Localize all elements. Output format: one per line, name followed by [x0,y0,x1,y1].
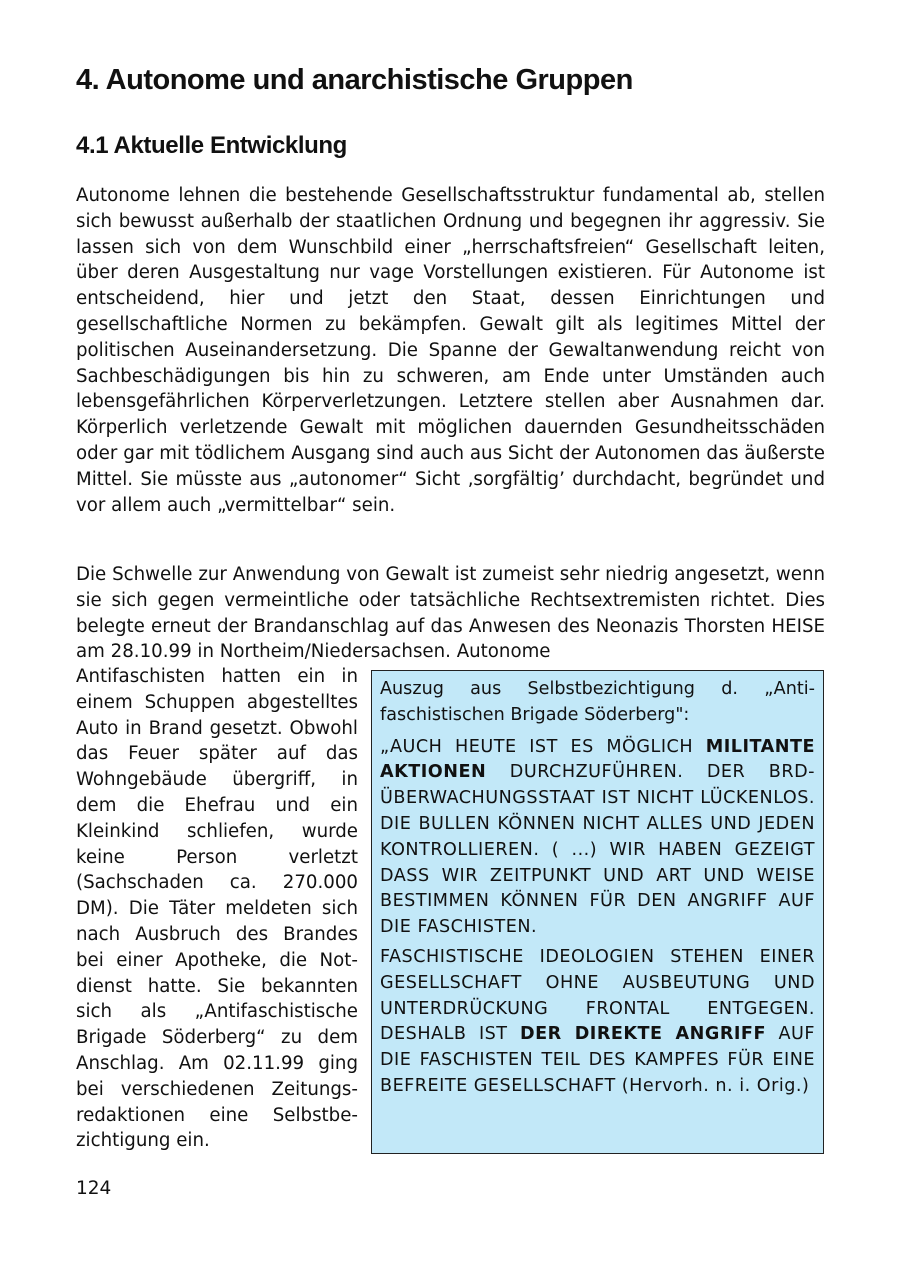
section-heading: 4.1 Aktuelle Entwicklung [76,132,347,159]
body-paragraph-2: Die Schwelle zur Anwendung von Gewalt ist zumeist sehr niedrig angesetzt, wenn sie sich gegen vermeintliche oder tatsächliche Rechtsextremisten richtet. Dies belegte erneut der Brandanschlag auf das Anwesen des Neonazis Thorsten HEISE am 28.10.99 in Northeim/Niedersachsen. Autonome [76,564,825,663]
page-number: 124 [76,1178,112,1199]
quote-paragraph-1 [380,735,815,941]
quote-emphasis: MILITANTE AKTIONEN [380,736,815,783]
quote-emphasis: DER DIREKTE ANGRIFF [520,1024,766,1045]
quote-paragraph-2 [380,945,815,1100]
body-paragraph-3-column: Antifaschisten hatten ein in einem Schuppen abgestelltes Auto in Brand gesetzt. Obwohl das Feuer später auf das Wohngebäude übergriff, in dem die Ehefrau und ein Kleinkind schliefen, wurde keine Person verletzt (Sachschaden ca. 270.000 DM). Die Täter meldeten sich nach Ausbruch des Brandes bei einer Apotheke, die Notdienst hatte. Sie bekannten sich als „Antifaschistische Brigade Söderberg“ zu dem Anschlag. Am 02.11.99 ging bei verschiedenen Zeitungsredaktionen eine Selbstbezichtigung ein. [76,666,358,1152]
quote-box [371,670,824,1154]
quote-text: AUF DIE FASCHISTEN TEIL DES KAMPFES FÜR EINE BEFREITE GESELLSCHAFT (Hervorh. n. i. Orig.) [380,1024,815,1096]
quote-box-intro: Auszug aus Selbstbezichtigung d. „Antifaschistischen Brigade Söderberg": [380,679,815,725]
quote-text: FASCHISTISCHE IDEOLOGIEN STEHEN EINER GESELLSCHAFT OHNE AUSBEUTUNG UND UNTERDRÜCKUNG FRONTAL ENTGEGEN. DESHALB IST [380,946,815,1045]
body-paragraph-1: Autonome lehnen die bestehende Gesellschaftsstruktur fundamental ab, stellen sich bewusst außerhalb der staatlichen Ordnung und begegnen ihr aggressiv. Sie lassen sich von dem Wunschbild einer „herrschaftsfreien“ Gesellschaft leiten, über deren Ausgestaltung nur vage Vorstellungen existieren. Für Autonome ist entscheidend, hier und jetzt den Staat, dessen Einrichtungen und gesellschaftliche Normen zu bekämpfen. Gewalt gilt als legitimes Mittel der politischen Auseinandersetzung. Die Spanne der Gewaltanwendung reicht von Sachbeschädigungen bis hin zu schweren, am Ende unter Umständen auch lebensgefährlichen Körperverletzungen. Letztere stellen aber Ausnahmen dar. Körperlich verletzende Gewalt mit möglichen dauernden Gesundheitsschäden oder gar mit tödlichem Ausgang sind auch aus Sicht der Autonomen das äußerste Mittel. Sie müsste aus „autonomer“ Sicht ‚sorgfältig’ durchdacht, begründet und vor allem auch „vermittelbar“ sein. [76,185,825,516]
chapter-heading: 4. Autonome und anarchistische Gruppen [76,64,633,96]
quote-text: DURCHZUFÜHREN. DER BRD-ÜBERWACHUNGSSTAAT IST NICHT LÜCKENLOS. DIE BULLEN KÖNNEN NICHT ALLES UND JEDEN KONTROLLIEREN. ( ...) WIR HABEN GEZEIGT DASS WIR ZEITPUNKT UND ART UND WEISE BESTIMMEN KÖNNEN FÜR DEN ANGRIFF AUF DIE FASCHISTEN. [380,762,815,938]
quote-text: „AUCH HEUTE IST ES MÖGLICH [380,736,706,757]
